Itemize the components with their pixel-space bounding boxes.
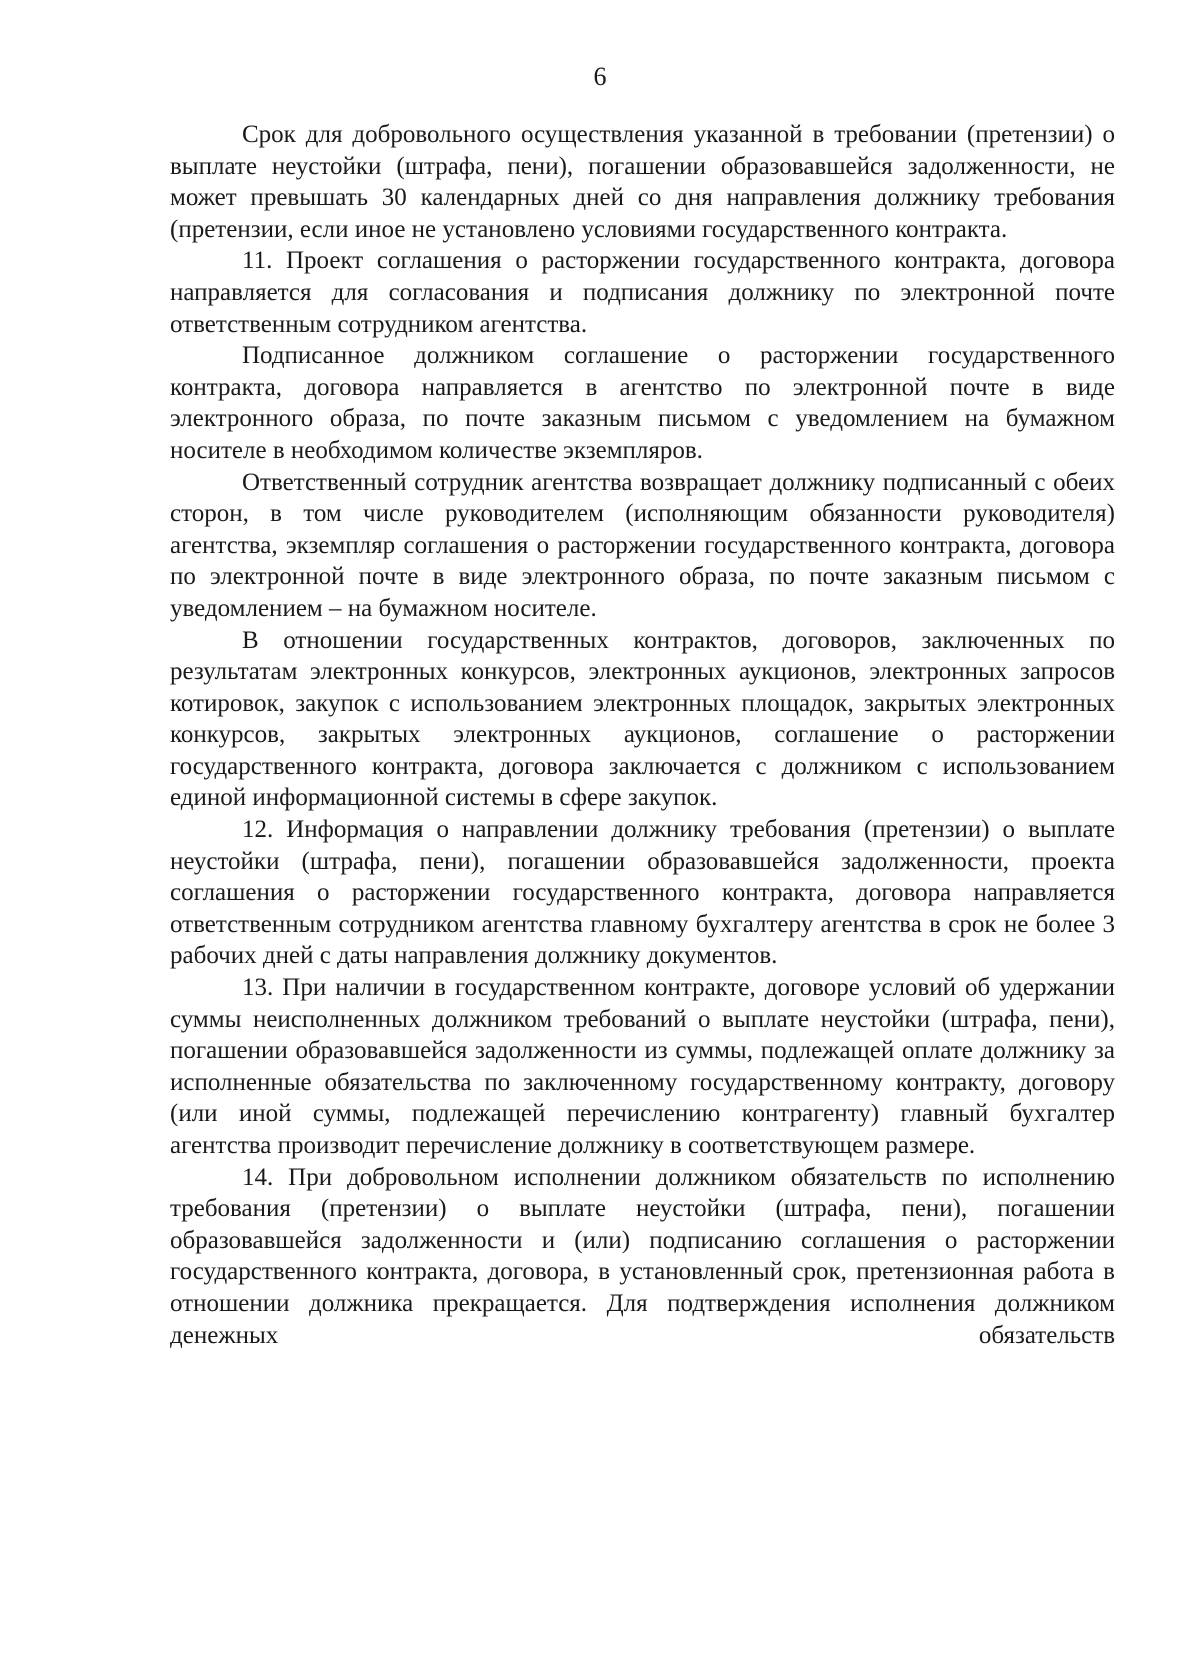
paragraph-11: 11. Проект соглашения о расторжении государственного контракта, договора направляется для согласования и подписания должнику по электронной почте ответственным сотрудником агентства. — [170, 247, 1115, 338]
paragraph-electronic-procurement: В отношении государственных контрактов, договоров, заключенных по результатам электронных конкурсов, электронных аукционов, электронных запросов котировок, закупок с использованием электронных площадок, закрытых электронных конкурсов, закрытых электронных аукционов, соглашение о расторжении государственного контракта, договора заключается с должником с использованием единой информационной системы в сфере закупок. — [170, 626, 1115, 812]
page-number: 6 — [593, 62, 607, 91]
paragraph-14: 14. При добровольном исполнении должником обязательств по исполнению требования (претензии) о выплате неустойки (штрафа, пени), погашении образовавшейся задолженности и (или) подписанию соглашения о расторжении государственного контракта, договора, в установленный срок, претензионная работа в отношении должника прекращается. Для подтверждения исполнения должником денежных обязательств — [170, 1163, 1115, 1349]
paragraph-12: 12. Информация о направлении должнику требования (претензии) о выплате неустойки (штрафа, пени), погашении образовавшейся задолженности, проекта соглашения о расторжении государственного контракта, договора направляется ответственным сотрудником агентства главному бухгалтеру агентства в срок не более 3 рабочих дней с даты направления должнику документов. — [170, 816, 1115, 970]
document-body — [170, 119, 1115, 1351]
paragraph-responsible-employee: Ответственный сотрудник агентства возвращает должнику подписанный с обеих сторон, в том числе руководителем (исполняющим обязанности руководителя) агентства, экземпляр соглашения о расторжении государственного контракта, договора по электронной почте в виде электронного образа, по почте заказным письмом с уведомлением – на бумажном носителе. — [170, 468, 1115, 622]
paragraph-deadline: Срок для добровольного осуществления указанной в требовании (претензии) о выплате неустойки (штрафа, пени), погашении образовавшейся задолженности, не может превышать 30 календарных дней со дня направления должнику требования (претензии, если иное не установлено условиями государственного контракта. — [170, 121, 1115, 243]
paragraph-signed-agreement: Подписанное должником соглашение о расторжении государственного контракта, договора направляется в агентство по электронной почте в виде электронного образа, по почте заказным письмом с уведомлением на бумажном носителе в необходимом количестве экземпляров. — [170, 342, 1115, 464]
paragraph-13: 13. При наличии в государственном контракте, договоре условий об удержании суммы неисполненных должником требований о выплате неустойки (штрафа, пени), погашении образовавшейся задолженности из суммы, подлежащей оплате должнику за исполненные обязательства по заключенному государственному контракту, договору (или иной суммы, подлежащей перечислению контрагенту) главный бухгалтер агентства производит перечисление должнику в соответствующем размере. — [170, 974, 1115, 1159]
